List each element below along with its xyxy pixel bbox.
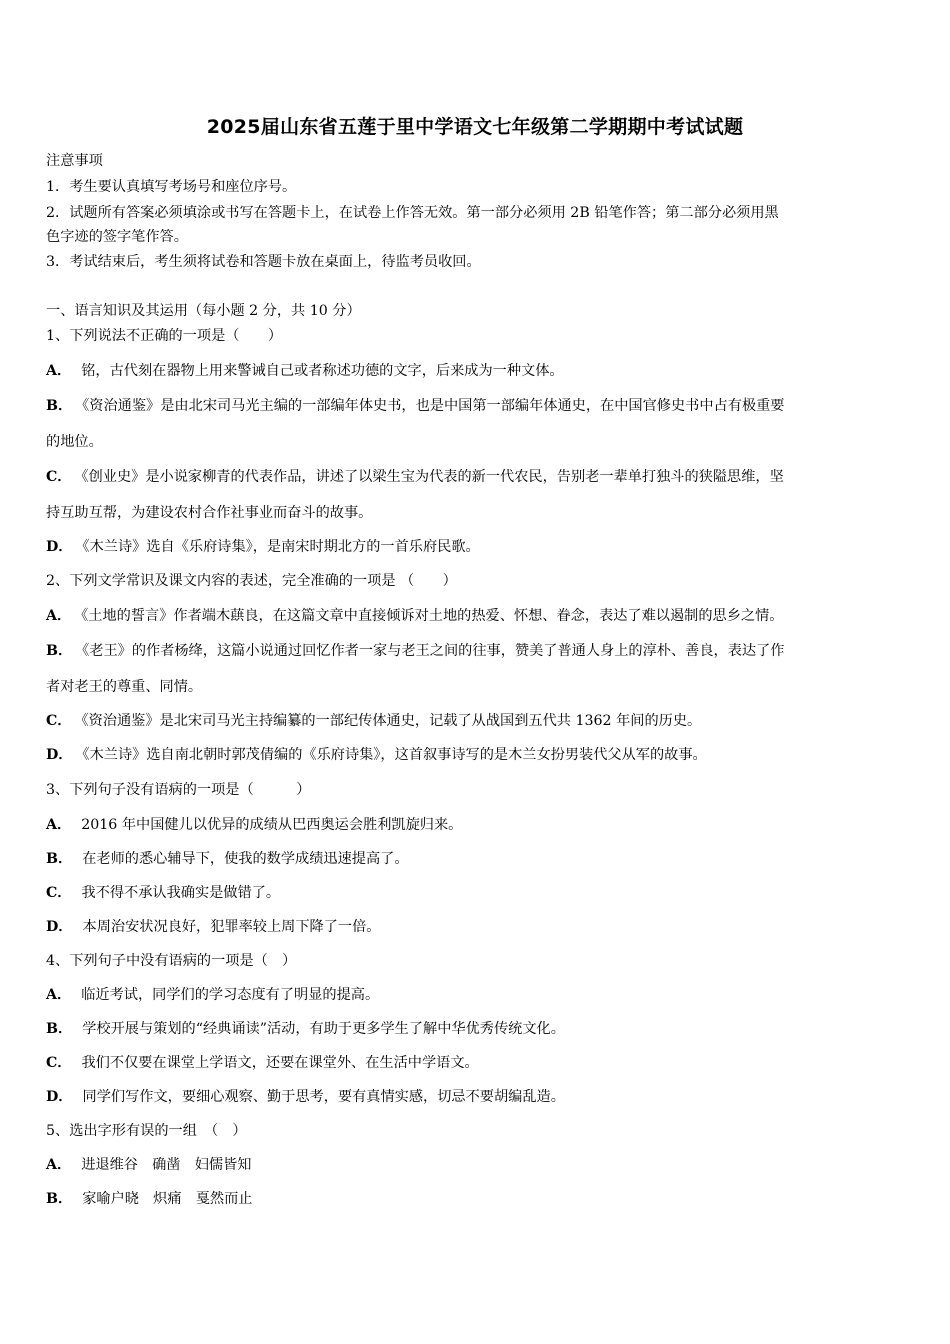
option-text: 同学们写作文，要细心观察、勤于思考，要有真情实感，切忌不要胡编乱造。: [82, 1089, 565, 1105]
question-4-option-d: [46, 1088, 908, 1106]
option-text: 家喻户晓 炽痛 戛然而止: [82, 1191, 253, 1207]
option-letter: A．: [46, 987, 72, 1003]
question-2-option-a: [46, 607, 908, 625]
option-letter: B．: [46, 1021, 73, 1037]
notice-item-1: 1．考生要认真填写考场号和座位序号。: [46, 179, 297, 195]
notice-item-2: 2．试题所有答案必须填涂或书写在答题卡上，在试卷上作答无效。第一部分必须用 2B 铅笔作答；第二部分必须用黑: [46, 205, 779, 221]
question-1-option-b: [46, 397, 908, 415]
question-3-option-a: [46, 816, 908, 834]
question-1-option-b-cont: 的地位。: [46, 434, 103, 450]
question-2-option-b: [46, 642, 908, 660]
option-text: 我们不仅要在课堂上学语文，还要在课堂外、在生活中学语文。: [81, 1055, 479, 1071]
option-letter: A．: [46, 817, 72, 833]
option-text: 《老王》的作者杨绛，这篇小说通过回忆作者一家与老王之间的往事，赞美了普通人身上的淳朴、善良，表达了作: [82, 643, 785, 659]
option-letter: A．: [46, 608, 72, 624]
option-text: 《木兰诗》选自南北朝时郭茂倩编的《乐府诗集》，这首叙事诗写的是木兰女扮男装代父从军的故事。: [82, 747, 707, 763]
question-2-stem: 2、下列文学常识及课文内容的表述，完全准确的一项是 （ ）: [46, 573, 457, 589]
option-text: 本周治安状况良好，犯罪率较上周下降了一倍。: [82, 919, 381, 935]
question-1-option-c: [46, 468, 908, 486]
option-text: 临近考试，同学们的学习态度有了明显的提高。: [81, 987, 380, 1003]
question-3-option-d: [46, 918, 908, 936]
option-text: 《资治通鉴》是由北宋司马光主编的一部编年体史书，也是中国第一部编年体通史，在中国官修史书中占有极重要: [82, 398, 785, 414]
option-letter: A．: [46, 1157, 72, 1173]
option-letter: C．: [46, 1055, 72, 1071]
exam-title: 2025届山东省五莲于里中学语文七年级第二学期期中考试试题: [206, 116, 744, 138]
question-2-option-b-cont: 者对老王的尊重、同情。: [46, 679, 203, 695]
option-text: 《土地的誓言》作者端木蕻良，在这篇文章中直接倾诉对土地的热爱、怀想、眷念，表达了难以遏制的思乡之情。: [81, 608, 784, 624]
option-text: 进退维谷 确凿 妇儒皆知: [81, 1157, 252, 1173]
option-text: 铭，古代刻在器物上用来警诫自己或者称述功德的文字，后来成为一种文体。: [81, 363, 564, 379]
question-3-option-c: [46, 884, 908, 902]
option-letter: D．: [46, 539, 73, 555]
option-text: 学校开展与策划的“经典诵读”活动，有助于更多学生了解中华优秀传统文化。: [82, 1021, 565, 1037]
section-heading: 一、语言知识及其运用（每小题 2 分，共 10 分）: [46, 303, 361, 319]
notice-item-2-cont: 色字迹的签字笔作答。: [46, 229, 188, 245]
option-letter: C．: [46, 885, 72, 901]
option-letter: B．: [46, 643, 73, 659]
question-5-option-b: [46, 1190, 908, 1208]
option-letter: C．: [46, 469, 72, 485]
question-4-option-a: [46, 986, 908, 1004]
question-4-option-c: [46, 1054, 908, 1072]
option-text: 我不得不承认我确实是做错了。: [81, 885, 281, 901]
question-1-stem: 1、下列说法不正确的一项是（ ）: [46, 328, 283, 344]
option-text: 《木兰诗》选自《乐府诗集》，是南宋时期北方的一首乐府民歌。: [82, 539, 480, 555]
option-letter: D．: [46, 1089, 73, 1105]
notice-item-3: 3．考试结束后，考生须将试卷和答题卡放在桌面上，待监考员收回。: [46, 254, 481, 270]
option-letter: B．: [46, 851, 73, 867]
question-3-stem: 3、下列句子没有语病的一项是（ ）: [46, 782, 311, 798]
question-5-option-a: [46, 1156, 908, 1174]
question-2-option-c: [46, 712, 908, 730]
question-1-option-c-cont: 持互助互帮，为建设农村合作社事业而奋斗的故事。: [46, 505, 373, 521]
question-2-option-d: [46, 746, 908, 764]
option-text: 《创业史》是小说家柳青的代表作品，讲述了以梁生宝为代表的新一代农民，告别老一辈单打独斗的狭隘思维，坚: [81, 469, 784, 485]
option-letter: B．: [46, 1191, 73, 1207]
option-letter: D．: [46, 747, 73, 763]
question-5-stem: 5、选出字形有误的一组 （ ）: [46, 1123, 247, 1139]
question-3-option-b: [46, 850, 908, 868]
option-text: 2016 年中国健儿以优异的成绩从巴西奥运会胜利凯旋归来。: [81, 817, 463, 833]
question-1-option-a: [46, 362, 908, 380]
question-4-stem: 4、下列句子中没有语病的一项是（ ）: [46, 953, 297, 969]
option-letter: D．: [46, 919, 73, 935]
option-letter: A．: [46, 363, 72, 379]
option-letter: B．: [46, 398, 73, 414]
notice-heading: 注意事项: [46, 153, 103, 169]
option-text: 在老师的悉心辅导下，使我的数学成绩迅速提高了。: [82, 851, 409, 867]
question-1-option-d: [46, 538, 908, 556]
question-4-option-b: [46, 1020, 908, 1038]
option-text: 《资治通鉴》是北宋司马光主持编纂的一部纪传体通史，记载了从战国到五代共 1362 年间的历史。: [81, 713, 702, 729]
option-letter: C．: [46, 713, 72, 729]
